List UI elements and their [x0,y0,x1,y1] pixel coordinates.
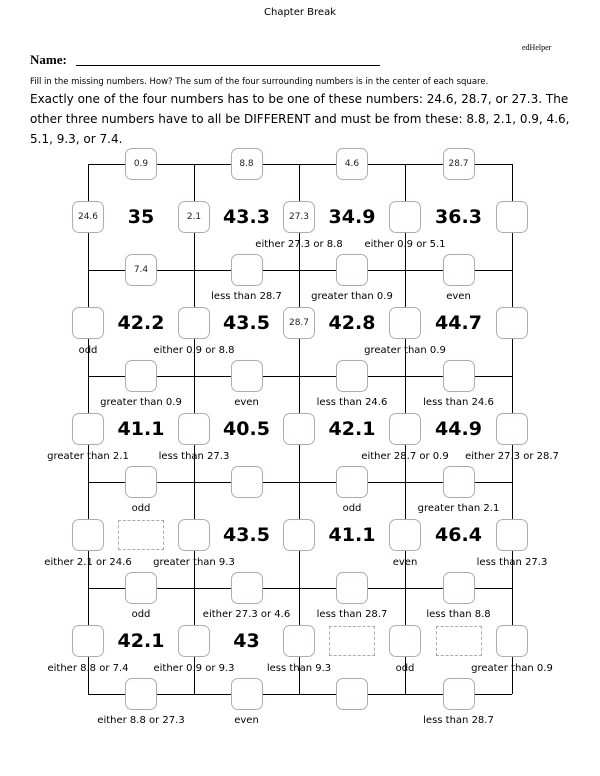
unused-center [118,520,164,550]
answer-box[interactable] [283,413,315,445]
center-sum: 43.5 [223,524,270,546]
clue-label: even [392,557,418,568]
answer-box[interactable] [336,466,368,498]
clue-label: either 27.3 or 28.7 [465,451,559,462]
center-sum: 41.1 [328,524,376,546]
answer-box[interactable] [283,625,315,657]
name-label: Name: [30,52,67,67]
given-number-box: 28.7 [443,148,475,180]
clue-label: greater than 0.9 [100,397,182,408]
answer-box[interactable] [443,360,475,392]
answer-box[interactable] [125,572,157,604]
clue-label: less than 28.7 [316,609,388,620]
clue-label: even [234,715,259,726]
answer-box[interactable] [389,413,421,445]
answer-box[interactable] [336,678,368,710]
clue-label: either 0.9 or 9.3 [153,663,235,674]
answer-box[interactable] [72,413,104,445]
clue-label: either 28.7 or 0.9 [361,451,449,462]
clue-label: either 2.1 or 24.6 [44,557,132,568]
answer-box[interactable] [178,519,210,551]
center-sum: 40.5 [223,418,270,440]
clue-label: less than 24.6 [423,397,494,408]
answer-box[interactable] [496,307,528,339]
answer-box[interactable] [178,625,210,657]
center-sum: 43.3 [223,206,270,228]
answer-box[interactable] [443,572,475,604]
answer-box[interactable] [443,678,475,710]
clue-label: either 27.3 or 4.6 [202,609,291,620]
clue-label: either 8.8 or 7.4 [47,663,129,674]
instructions-line-2: Exactly one of the four numbers has to be one of these numbers: 24.6, 28.7, or 27.3. The other three numbers have to all be DIFFERENT and must be from these: 8.8, 2.1, 0.9, 4.6, 5.1, 9.3, or 7.4. [30,92,570,146]
clue-label: even [446,291,471,302]
clue-label: less than 24.6 [316,397,388,408]
clue-label: either 0.9 or 5.1 [364,239,446,250]
clue-label: either 27.3 or 8.8 [255,239,343,250]
answer-box[interactable] [125,466,157,498]
answer-box[interactable] [125,678,157,710]
answer-box[interactable] [496,413,528,445]
answer-box[interactable] [231,678,263,710]
clue-label: greater than 2.1 [47,451,129,462]
center-sum: 42.1 [117,630,165,652]
answer-box[interactable] [231,572,263,604]
answer-box[interactable] [389,307,421,339]
answer-box[interactable] [125,360,157,392]
clue-label: greater than 0.9 [364,345,446,356]
instructions-line-1: Fill in the missing numbers. How? The sum of the four surrounding numbers is in the center of each square. [30,77,489,87]
answer-box[interactable] [72,519,104,551]
center-sum: 43 [233,630,260,652]
answer-box[interactable] [231,254,263,286]
clue-label: odd [131,609,151,620]
clue-label: less than 9.3 [266,663,332,674]
unused-center [329,626,375,656]
center-sum: 35 [127,206,155,228]
answer-box[interactable] [336,254,368,286]
clue-label: greater than 9.3 [153,557,235,568]
answer-box[interactable] [178,413,210,445]
answer-box[interactable] [231,360,263,392]
center-sum: 41.1 [117,418,165,440]
answer-box[interactable] [496,519,528,551]
answer-box[interactable] [496,201,528,233]
answer-box[interactable] [389,625,421,657]
answer-box[interactable] [389,519,421,551]
clue-label: even [234,397,259,408]
given-number-box: 8.8 [231,148,263,180]
clue-label: less than 28.7 [211,291,282,302]
answer-box[interactable] [389,201,421,233]
clue-label: greater than 0.9 [311,291,393,302]
answer-box[interactable] [336,572,368,604]
clue-label: either 0.9 or 8.8 [153,345,235,356]
center-sum: 44.9 [435,418,482,440]
answer-box[interactable] [72,307,104,339]
clue-label: odd [342,503,362,514]
answer-box[interactable] [443,254,475,286]
center-sum: 46.4 [435,524,482,546]
center-sum: 42.2 [117,312,165,334]
chapter-title: Chapter Break [264,7,336,18]
given-number-box: 4.6 [336,148,368,180]
center-sum: 34.9 [328,206,376,228]
answer-box[interactable] [231,466,263,498]
brand-label: edHelper [522,43,552,52]
answer-box[interactable] [72,625,104,657]
clue-label: less than 27.3 [158,451,230,462]
center-sum: 44.7 [435,312,482,334]
given-number-box: 27.3 [283,201,315,233]
center-sum: 42.8 [328,312,376,334]
answer-box[interactable] [283,519,315,551]
clue-label: odd [131,503,151,514]
given-number-box: 0.9 [125,148,157,180]
center-sum: 42.1 [328,418,376,440]
clue-label: less than 8.8 [426,609,491,620]
clue-label: greater than 0.9 [471,663,553,674]
given-number-box: 2.1 [178,201,210,233]
answer-box[interactable] [443,466,475,498]
given-number-box: 7.4 [125,254,157,286]
unused-center [436,626,482,656]
answer-box[interactable] [336,360,368,392]
given-number-box: 24.6 [72,201,104,233]
clue-label: less than 28.7 [423,715,494,726]
given-number-box: 28.7 [283,307,315,339]
clue-label: less than 27.3 [476,557,548,568]
clue-label: either 8.8 or 27.3 [97,715,185,726]
answer-box[interactable] [178,307,210,339]
answer-box[interactable] [496,625,528,657]
clue-label: odd [395,663,415,674]
center-sum: 43.5 [223,312,270,334]
center-sum: 36.3 [435,206,482,228]
clue-label: odd [78,345,98,356]
clue-label: greater than 2.1 [417,503,500,514]
